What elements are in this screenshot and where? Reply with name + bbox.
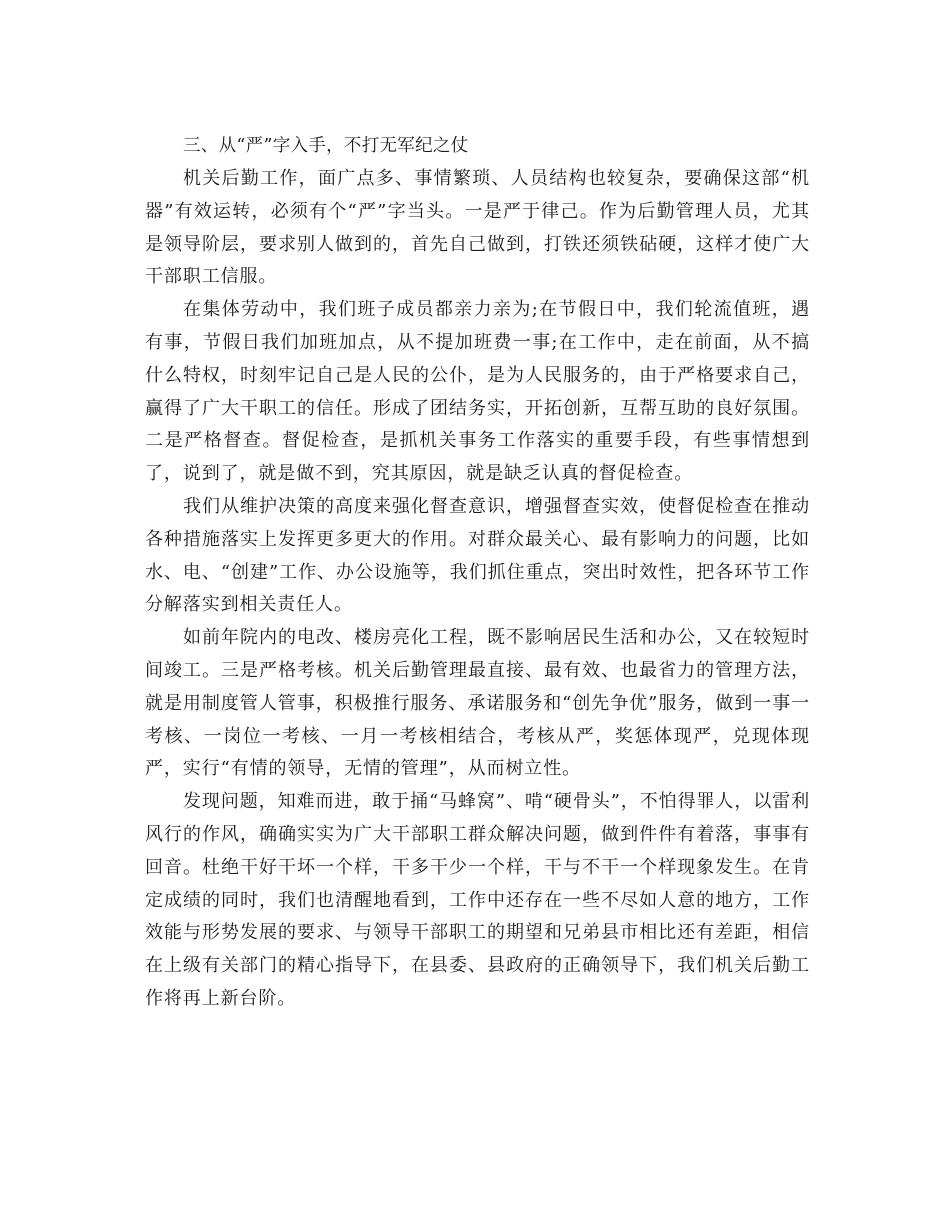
paragraph-3: 我们从维护决策的高度来强化督查意识，增强督查实效，使督促检查在推动各种措施落实上发挥更多更大的作用。对群众最关心、最有影响力的问题，比如水、电、“创建”工作、办公设施等，我们抓住重点，突出时效性，把各环节工作分解落实到相关责任人。 <box>145 495 810 616</box>
paragraph-1: 机关后勤工作，面广点多、事情繁琐、人员结构也较复杂，要确保这部“机器”有效运转，必须有个“严”字当头。一是严于律己。作为后勤管理人员，尤其是领导阶层，要求别人做到的，首先自己做到，打铁还须铁砧硬，这样才使广大干部职工信服。 <box>145 168 810 288</box>
paragraph-2: 在集体劳动中，我们班子成员都亲力亲为;在节假日中，我们轮流值班，遇有事，节假日我们加班加点，从不提加班费一事;在工作中，走在前面，从不搞什么特权，时刻牢记自己是人民的公仆，是为人民服务的，由于严格要求自己，赢得了广大干职工的信任。形成了团结务实，开拓创新，互帮互助的良好氛围。二是严格督查。督促检查，是抓机关事务工作落实的重要手段，有些事情想到了，说到了，就是做不到，究其原因，就是缺乏认真的督促检查。 <box>145 299 810 485</box>
section-heading: 三、从“严”字入手，不打无军纪之仗 <box>183 136 469 156</box>
paragraph-5: 发现问题，知难而进，敢于捅“马蜂窝”、啃“硬骨头”，不怕得罪人，以雷利风行的作风，确确实实为广大干部职工群众解决问题，做到件件有着落，事事有回音。杜绝干好干坏一个样，干多干少一个样，干与不干一个样现象发生。在肯定成绩的同时，我们也清醒地看到，工作中还存在一些不尽如人意的地方，工作效能与形势发展的要求、与领导干部职工的期望和兄弟县市相比还有差距，相信在上级有关部门的精心指导下，在县委、县政府的正确领导下，我们机关后勤工作将再上新台阶。 <box>145 791 810 1009</box>
document-body <box>145 130 810 1016</box>
paragraph-4: 如前年院内的电改、楼房亮化工程，既不影响居民生活和办公，又在较短时间竣工。三是严格考核。机关后勤管理最直接、最有效、也最省力的管理方法，就是用制度管人管事，积极推行服务、承诺服务和“创先争优”服务，做到一事一考核、一岗位一考核、一月一考核相结合，考核从严，奖惩体现严，兑现体现严，实行“有情的领导，无情的管理”，从而树立性。 <box>145 627 810 780</box>
